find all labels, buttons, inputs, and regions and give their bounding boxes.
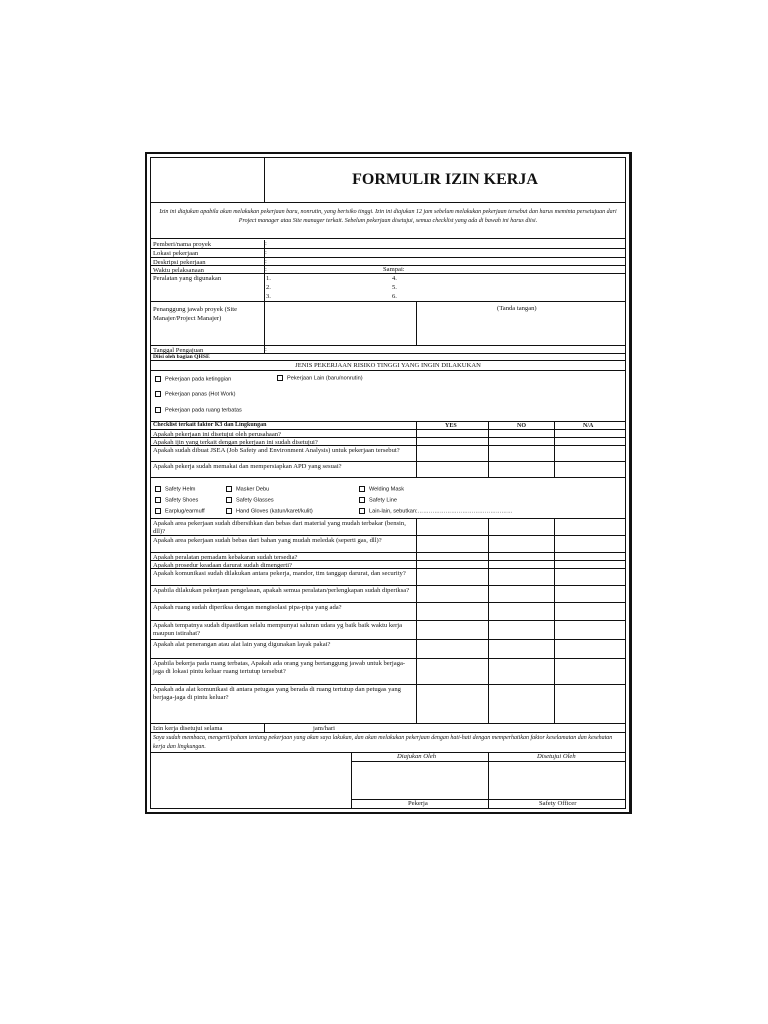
option-ketinggian[interactable]: Pekerjaan pada ketinggian [155,376,231,382]
checkbox-icon[interactable] [155,376,161,382]
checklist-row-q13 [151,640,625,659]
apd-masker[interactable]: Masker Debu [226,486,269,492]
checkbox-icon [226,497,232,503]
form-intro-note: Izin ini diajukan apabila akan melakukan pekerjaan baru, nonrutin, yang berisiko tinggi. Izin ini diajukan 12 jam sebelum melakukan pekerjaan tersebut dan harus meminta persetujuan dari Project manager atau Site manager terkait. Sebelum pekerjaan disetujui, semua checklist yang ada di bawah ini harus diisi. [151,203,625,239]
checklist-na-cell[interactable] [555,462,625,477]
checklist-na-cell[interactable] [555,621,625,639]
checklist-na-cell[interactable] [555,569,625,585]
checklist-question: Apakah pekerjaan ini disetujui oleh perusahaan? [153,431,281,438]
row-deskripsi [151,258,625,266]
checklist-row-q4 [151,462,625,478]
statement-text: Saya sudah membaca, mengerti/paham tentang pekerjaan yang akan saya lakukan, dan akan melakukan pekerjaan dengan hati-hati dengan memperhatikan faktor keselamatan dan kesehatan kerja dan lingkungan. [153,735,613,750]
apd-line[interactable]: Safety Line [359,497,397,503]
label-tanda-tangan: (Tanda tangan) [497,305,537,312]
checklist-no-cell[interactable] [489,553,554,560]
label-diisi: Diisi oleh bagian QHSE [153,354,210,360]
checklist-yes-cell[interactable] [417,446,488,461]
checklist-na-cell[interactable] [555,659,625,684]
checkbox-icon [226,486,232,492]
checklist-question: Apabila dilakukan pekerjaan pengelasan, apakah semua peralatan/perlengkapan sudah diperiksa? [153,587,410,594]
checklist-question: Apakah area pekerjaan sudah bebas dari bahan yang mudah meledak (seperti gas, dll)? [153,537,382,544]
option-ruang[interactable]: Pekerjaan pada ruang terbatas [155,407,242,413]
checklist-na-cell[interactable] [555,640,625,658]
checklist-no-cell[interactable] [489,586,554,602]
checklist-question: Apakah ada alat komunikasi di antara petugas yang berada di ruang tertutup dan petugas yang berjaga-jaga di pintu keluar? [153,686,401,701]
checklist-no-cell[interactable] [489,536,554,552]
checklist-question: Apakah pekerja sudah memakai dan mempersiapkan APD yang sesuai? [153,463,342,470]
checklist-row-q15 [151,685,625,724]
equipment-3: 3. [266,293,271,300]
apd-earplug[interactable]: Earplug/earmuff [155,508,205,514]
row-tanggal [151,346,625,354]
row-peralatan [151,274,625,302]
option-panas[interactable]: Pekerjaan panas (Hot Work) [155,391,235,397]
checklist-question: Apakah alat penerangan atau alat lain yang digunakan layak pakai? [153,641,331,648]
logo-cell [151,158,265,202]
checklist-question: Apakah ruang sudah diperiksa dengan mengisolasi pipa-pipa yang ada? [153,604,342,611]
checklist-no-cell[interactable] [489,640,554,658]
label-pekerja: Pekerja [408,800,428,807]
checklist-row-q10 [151,586,625,603]
row-waktu [151,266,625,274]
apd-glasses[interactable]: Safety Glasses [226,497,274,503]
label-penanggung: Penanggung jawab proyek (Site Manajer/Project Manajer) [153,306,238,322]
signature-safety-officer[interactable] [490,762,628,798]
label-lokasi: Lokasi pekerjaan [153,250,199,257]
checklist-question: Apakah prosedur keadaan darurat sudah dimengerti? [153,562,292,569]
checklist-no-cell[interactable] [489,430,554,437]
checklist-yes-cell[interactable] [417,462,488,477]
option-lain[interactable]: Pekerjaan Lain (baru/nonrutin) [277,375,363,381]
colon: : [265,258,267,265]
label-peralatan: Peralatan yang digunakan [153,275,222,282]
col-yes: YES [445,423,457,429]
checkbox-icon [359,508,365,514]
permit-form-page [145,152,632,814]
col-no: NO [517,423,526,429]
label-pemberi: Pemberi/nama proyek [153,241,212,248]
equipment-4: 4. [392,275,397,282]
label-izin: Izin kerja disetujui selama [153,725,223,732]
apd-lain[interactable]: Lain-lain, sebutkan:…………………………………………… [359,508,513,514]
label-diajukan: Diajukan Oleh [397,753,437,760]
checklist-yes-cell[interactable] [417,553,488,560]
checklist-row-q2 [151,438,625,446]
label-sampai: Sampai: [383,266,405,273]
checklist-yes-cell[interactable] [417,603,488,620]
checklist-row-q14 [151,659,625,685]
row-izin-duration [151,724,625,733]
checkbox-icon[interactable] [155,407,161,413]
checklist-no-cell[interactable] [489,603,554,620]
checkbox-icon [359,497,365,503]
checklist-question: Apakah komunikasi sudah dilakukan antara pekerja, mandor, tim tanggap darurat, dan security? [153,570,406,577]
checklist-no-cell[interactable] [489,569,554,585]
row-penanggung [151,302,625,346]
checklist-header: Checklist terkait faktor K3 dan Lingkungan [153,422,267,428]
label-deskripsi: Deskripsi pekerjaan [153,259,206,266]
checklist-na-cell[interactable] [555,561,625,568]
checklist-row-q9 [151,569,625,586]
checklist-question: Apakah sudah dibuat JSEA (Job Safety and Environment Analysis) untuk pekerjaan tersebut? [153,447,400,454]
form-inner-frame [150,157,626,809]
signature-pekerja[interactable] [354,762,486,798]
checklist-row-q7 [151,553,625,561]
checklist-yes-cell[interactable] [417,621,488,639]
checklist-na-cell[interactable] [555,430,625,437]
checkbox-icon [155,497,161,503]
checklist-question: Apakah ijin yang terkait dengan pekerjaan ini sudah disetujui? [153,439,318,446]
form-header [151,158,625,203]
checklist-yes-cell[interactable] [417,430,488,437]
checklist-yes-cell[interactable] [417,640,488,658]
row-diisi [151,354,625,361]
checklist-yes-cell[interactable] [417,561,488,568]
checklist-row-q1 [151,430,625,438]
checklist-yes-cell[interactable] [417,685,488,723]
checkbox-icon [155,508,161,514]
colon: : [265,240,267,247]
apd-options [151,478,625,519]
apd-gloves[interactable]: Hand Gloves (katun/karet/kulit) [226,508,313,514]
checklist-yes-cell[interactable] [417,438,488,445]
row-statement [151,733,625,753]
checklist-question: Apakah tempatnya sudah dipastikan selalu mempunyai saluran udara yg baik baik waktu kerja maupun istirahat? [153,622,403,637]
equipment-5: 5. [392,284,397,291]
checklist-no-cell[interactable] [489,685,554,723]
checklist-na-cell[interactable] [555,438,625,445]
apd-welding[interactable]: Welding Mask [359,486,404,492]
equipment-6: 6. [392,293,397,300]
checklist-na-cell[interactable] [555,446,625,461]
apd-helm[interactable]: Safety Helm [155,486,195,492]
checkbox-icon [359,486,365,492]
equipment-1: 1. [266,275,271,282]
col-na: N/A [583,423,594,429]
checklist-no-cell[interactable] [489,462,554,477]
checkbox-icon[interactable] [277,375,283,381]
checklist-header-row [151,422,625,430]
checklist-na-cell[interactable] [555,519,625,535]
checklist-yes-cell[interactable] [417,659,488,684]
checklist-row-q12 [151,621,625,640]
checklist-row-q6 [151,536,625,553]
checklist-question: Apakah area pekerjaan sudah dibersihkan dan bebas dari material yang mudah terbakar (bensin, dll)? [153,520,406,535]
checklist-no-cell[interactable] [489,438,554,445]
checklist-row-q5 [151,519,625,536]
apd-shoes[interactable]: Safety Shoes [155,497,198,503]
label-waktu: Waktu pelaksanaan [153,267,204,274]
equipment-2: 2. [266,284,271,291]
checklist-row-q11 [151,603,625,621]
checklist-no-cell[interactable] [489,561,554,568]
checklist-question: Apakah peralatan pemadam kebakaran sudah tersedia? [153,554,298,561]
checklist-yes-cell[interactable] [417,519,488,535]
colon: : [265,346,267,353]
checklist-na-cell[interactable] [555,603,625,620]
checkbox-icon [226,508,232,514]
checkbox-icon[interactable] [155,391,161,397]
checklist-yes-cell[interactable] [417,569,488,585]
checklist-yes-cell[interactable] [417,536,488,552]
colon: : [265,249,267,256]
label-jam: jam/hari [313,725,335,732]
checkbox-icon [155,486,161,492]
label-safety-officer: Safety Officer [539,800,577,807]
checklist-row-q8 [151,561,625,569]
checklist-na-cell[interactable] [555,536,625,552]
signature-block [351,753,625,809]
row-pemberi [151,240,625,249]
form-title: FORMULIR IZIN KERJA [352,171,538,188]
checklist-no-cell[interactable] [489,621,554,639]
checklist-row-q3 [151,446,625,462]
checklist-question: Apabila bekerja pada ruang terbatas, Apakah ada orang yang bertanggung jawab untuk berjaga-jaga di lokasi pintu keluar ruang tertutup tersebut? [153,660,406,675]
checklist-na-cell[interactable] [555,586,625,602]
label-disetujui: Disetujui Oleh [537,753,576,760]
jenis-options [151,371,625,422]
checklist-na-cell[interactable] [555,553,625,560]
checklist-na-cell[interactable] [555,685,625,723]
checklist-no-cell[interactable] [489,519,554,535]
jenis-header-row [151,361,625,371]
checklist-yes-cell[interactable] [417,586,488,602]
label-tanggal: Tanggal Pengajuan [153,347,204,354]
checklist-no-cell[interactable] [489,446,554,461]
row-lokasi [151,249,625,258]
jenis-header: JENIS PEKERJAAN RISIKO TINGGI YANG INGIN DILAKUKAN [295,362,481,369]
checklist-no-cell[interactable] [489,659,554,684]
colon: : [265,266,267,273]
